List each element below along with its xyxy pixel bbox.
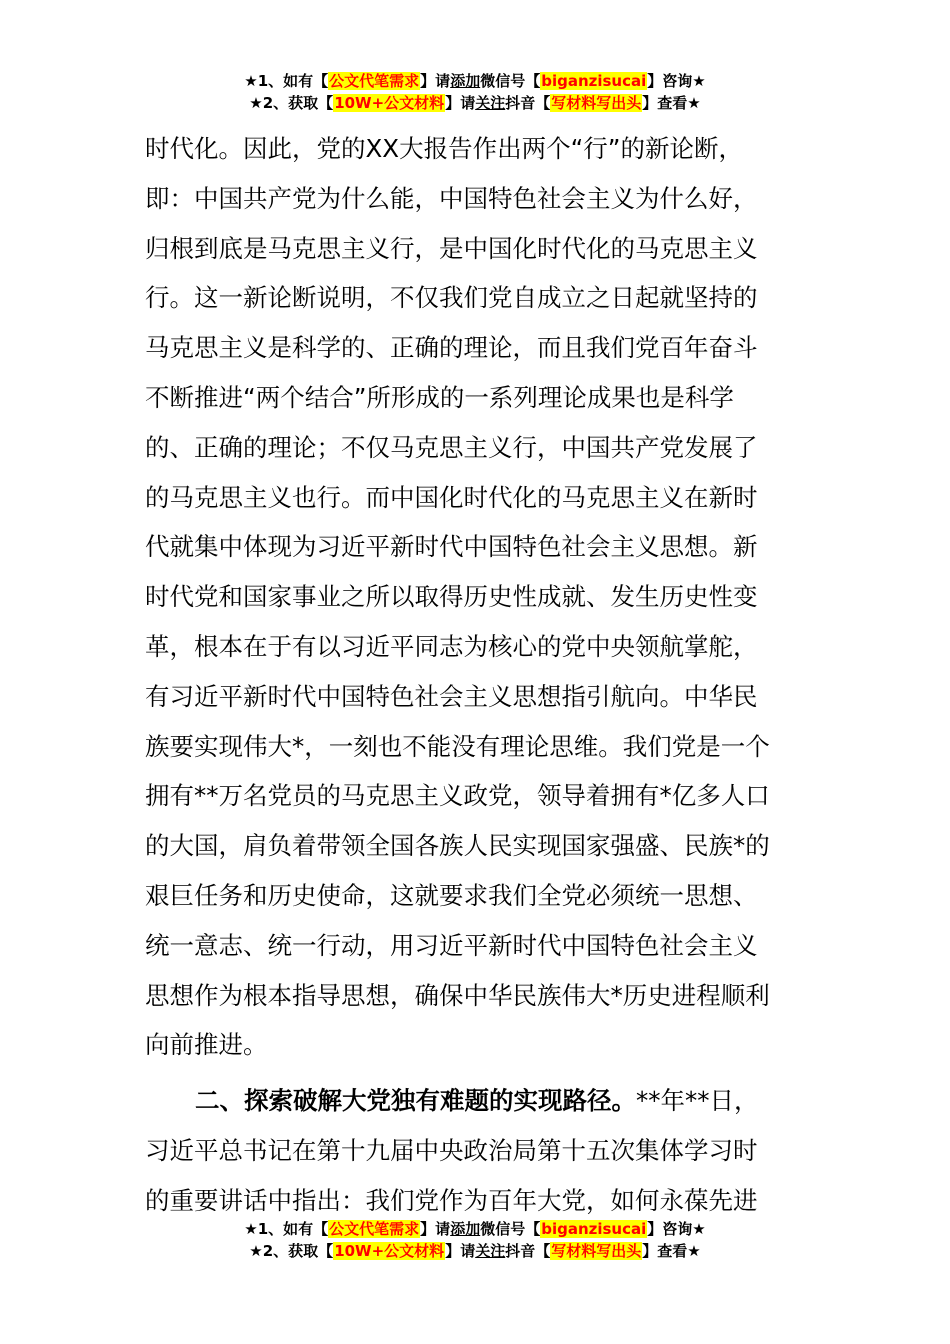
banner-highlight: biganzisucai [541, 1220, 647, 1238]
banner-text: ★1、如有【 [244, 72, 329, 90]
banner-text: ★2、获取【 [249, 94, 334, 112]
banner-text: 微信号【 [480, 1220, 541, 1238]
body-line: 有习近平新时代中国特色社会主义思想指引航向。中华民 [145, 681, 758, 711]
banner-text: 】查看★ [642, 1242, 701, 1260]
banner-highlight: biganzisucai [541, 72, 647, 90]
body-line: 族要实现伟大*，一刻也不能没有理论思维。我们党是一个 [145, 731, 770, 761]
banner-text: 抖音【 [505, 94, 551, 112]
section-2-date: **年**日， [636, 1086, 759, 1116]
body-line: 马克思主义是科学的、正确的理论，而且我们党百年奋斗 [145, 333, 758, 363]
banner-highlight: 公文代笔需求 [329, 1220, 420, 1238]
banner-line-2 [0, 92, 950, 114]
footer-banner [0, 1218, 950, 1262]
body-line: 的、正确的理论；不仅马克思主义行，中国共产党发展了 [145, 432, 758, 462]
body-line: 的马克思主义也行。而中国化时代化的马克思主义在新时 [145, 482, 758, 512]
banner-text: 】请 [420, 72, 451, 90]
body-line: 的重要讲话中指出：我们党作为百年大党，如何永葆先进 [145, 1185, 758, 1215]
banner-text: 】咨询★ [647, 1220, 706, 1238]
banner-underline: 关注 [475, 1242, 506, 1260]
banner-highlight: 公文代笔需求 [329, 72, 420, 90]
banner-text: ★2、获取【 [249, 1242, 334, 1260]
banner-text: 微信号【 [480, 72, 541, 90]
body-line: 革，根本在于有以习近平同志为核心的党中央领航掌舵， [145, 631, 758, 661]
body-line: 即：中国共产党为什么能，中国特色社会主义为什么好， [145, 183, 758, 213]
body-line: 拥有**万名党员的马克思主义政党，领导着拥有*亿多人口 [145, 781, 770, 811]
banner-highlight: 写材料写出头 [551, 1242, 642, 1260]
body-line: 时代党和国家事业之所以取得历史性成就、发生历史性变 [145, 582, 758, 612]
body-line: 习近平总书记在第十九届中央政治局第十五次集体学习时 [145, 1135, 758, 1165]
banner-line-1 [0, 1218, 950, 1240]
body-line: 不断推进“两个结合”所形成的一系列理论成果也是科学 [145, 382, 734, 412]
banner-highlight: 写材料写出头 [551, 94, 642, 112]
body-line: 思想作为根本指导思想，确保中华民族伟大*历史进程顺利 [145, 980, 770, 1010]
header-banner [0, 70, 950, 114]
banner-text: 】请 [445, 1242, 476, 1260]
body-line: 归根到底是马克思主义行，是中国化时代化的马克思主义 [145, 233, 758, 263]
body-line: 向前推进。 [145, 1030, 268, 1060]
section-2-first-line [145, 1076, 805, 1126]
banner-underline: 关注 [475, 94, 506, 112]
banner-text: 抖音【 [505, 1242, 551, 1260]
body-line: 时代化。因此，党的XX大报告作出两个“行”的新论断， [145, 134, 743, 163]
banner-line-2 [0, 1240, 950, 1262]
document-body [145, 124, 805, 1226]
banner-highlight: 10W+公文材料 [334, 94, 445, 112]
banner-text: 】请 [445, 94, 476, 112]
banner-text: ★1、如有【 [244, 1220, 329, 1238]
banner-text: 】查看★ [642, 94, 701, 112]
body-line: 的大国，肩负着带领全国各族人民实现国家强盛、民族*的 [145, 831, 770, 861]
banner-text: 】咨询★ [647, 72, 706, 90]
body-line: 行。这一新论断说明，不仅我们党自成立之日起就坚持的 [145, 283, 758, 313]
banner-highlight: 10W+公文材料 [334, 1242, 445, 1260]
banner-underline: 添加 [450, 1220, 481, 1238]
body-line: 代就集中体现为习近平新时代中国特色社会主义思想。新 [145, 532, 758, 562]
section-2-heading: 二、探索破解大党独有难题的实现路径。 [195, 1086, 636, 1116]
banner-line-1 [0, 70, 950, 92]
body-line: 艰巨任务和历史使命，这就要求我们全党必须统一思想、 [145, 880, 758, 910]
banner-text: 】请 [420, 1220, 451, 1238]
body-line: 统一意志、统一行动，用习近平新时代中国特色社会主义 [145, 930, 758, 960]
banner-underline: 添加 [450, 72, 481, 90]
